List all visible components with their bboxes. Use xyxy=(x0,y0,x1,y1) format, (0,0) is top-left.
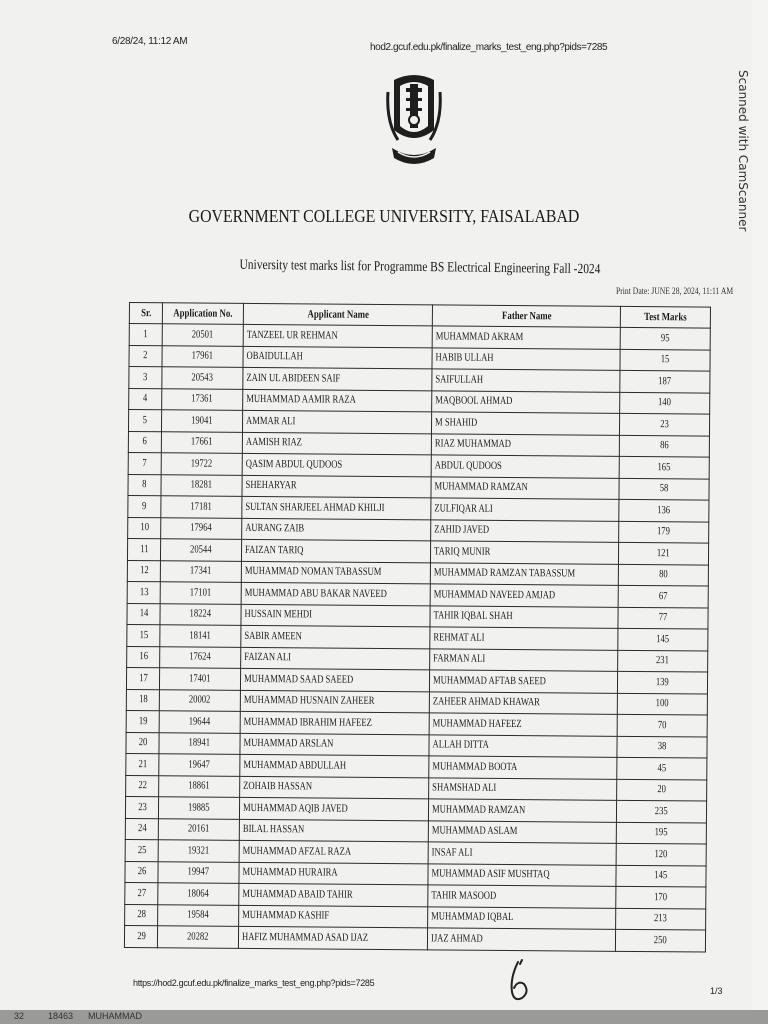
test-marks-cell: 145 xyxy=(616,865,706,887)
page-edge xyxy=(752,0,768,1010)
application-no-cell: 19584 xyxy=(158,904,239,926)
applicant-name-cell: MUHAMMAD ARSLAN xyxy=(240,733,429,756)
father-name-cell: MUHAMMAD RAMZAN TABASSUM xyxy=(431,562,619,585)
applicant-name-cell: SULTAN SHARJEEL AHMAD KHILJI xyxy=(242,496,431,519)
application-no-cell: 19722 xyxy=(161,453,242,475)
applicant-name-cell: HAFIZ MUHAMMAD ASAD IJAZ xyxy=(239,926,428,949)
application-no-cell: 18861 xyxy=(159,775,240,797)
test-marks-cell: 77 xyxy=(618,607,708,629)
applicant-name-cell: MUHAMMAD HUSNAIN ZAHEER xyxy=(240,690,429,713)
father-name-cell: MUHAMMAD IQBAL xyxy=(428,906,616,929)
list-title: University test marks list for Programme BS Electrical Engineering Fall -2024 xyxy=(239,257,601,278)
father-name-cell: INSAF ALI xyxy=(428,842,616,865)
sr-cell: 18 xyxy=(126,689,159,711)
test-marks-cell: 231 xyxy=(618,650,708,672)
application-no-cell: 19885 xyxy=(159,797,240,819)
applicant-name-cell: MUHAMMAD SAAD SAEED xyxy=(241,668,430,691)
sr-cell: 14 xyxy=(127,603,160,625)
print-header-datetime: 6/28/24, 11:12 AM xyxy=(112,36,188,47)
sr-cell: 6 xyxy=(128,431,161,453)
applicant-name-cell: QASIM ABDUL QUDOOS xyxy=(242,453,431,476)
test-marks-table xyxy=(124,302,711,952)
test-marks-cell: 58 xyxy=(619,478,709,500)
university-crest-icon xyxy=(386,72,442,172)
application-no-cell: 17661 xyxy=(161,431,242,453)
applicant-name-cell: MUHAMMAD ABAID TAHIR xyxy=(239,883,428,906)
application-no-cell: 20501 xyxy=(162,324,243,346)
applicant-name-cell: BILAL HASSAN xyxy=(239,819,428,842)
applicant-name-cell: MUHAMMAD ABU BAKAR NAVEED xyxy=(241,582,430,605)
applicant-name-cell: AAMISH RIAZ xyxy=(242,432,431,455)
sr-cell: 24 xyxy=(125,818,158,840)
father-name-cell: MUHAMMAD AFTAB SAEED xyxy=(430,670,618,693)
applicant-name-cell: FAIZAN ALI xyxy=(241,647,430,670)
applicant-name-cell: FAIZAN TARIQ xyxy=(242,539,431,562)
application-no-cell: 20544 xyxy=(161,539,242,561)
applicant-name-cell: AURANG ZAIB xyxy=(242,518,431,541)
father-name-cell: REHMAT ALI xyxy=(430,627,618,650)
application-no-cell: 18141 xyxy=(160,625,241,647)
test-marks-cell: 23 xyxy=(620,413,710,435)
next-page-sr: 32 xyxy=(14,1011,25,1021)
table-body xyxy=(124,324,710,952)
test-marks-cell: 235 xyxy=(617,800,707,822)
sr-cell: 5 xyxy=(128,410,161,432)
application-no-cell: 18064 xyxy=(158,883,239,905)
application-no-cell: 19644 xyxy=(159,711,240,733)
applicant-name-cell: MUHAMMAD HURAIRA xyxy=(239,862,428,885)
print-header-url: hod2.gcuf.edu.pk/finalize_marks_test_eng.php?pids=7285 xyxy=(370,42,608,53)
application-no-cell: 17961 xyxy=(162,345,243,367)
col-header-applicant-name: Applicant Name xyxy=(243,303,432,325)
application-no-cell: 17964 xyxy=(161,517,242,539)
sr-cell: 26 xyxy=(125,861,158,883)
applicant-name-cell: HUSSAIN MEHDI xyxy=(241,604,430,627)
col-header-father-name: Father Name xyxy=(433,305,621,327)
print-footer-url: https://hod2.gcuf.edu.pk/finalize_marks_test_eng.php?pids=7285 xyxy=(133,978,375,988)
application-no-cell: 17101 xyxy=(160,582,241,604)
father-name-cell: MUHAMMAD RAMZAN xyxy=(431,476,619,499)
application-no-cell: 18281 xyxy=(161,474,242,496)
applicant-name-cell: AMMAR ALI xyxy=(243,410,432,433)
test-marks-cell: 170 xyxy=(616,886,706,908)
test-marks-cell: 86 xyxy=(620,435,710,457)
col-header-application-no: Application No. xyxy=(162,303,243,325)
sr-cell: 11 xyxy=(127,538,160,560)
application-no-cell: 20161 xyxy=(158,818,239,840)
test-marks-cell: 15 xyxy=(620,349,710,371)
sr-cell: 10 xyxy=(128,517,161,539)
test-marks-cell: 187 xyxy=(620,370,710,392)
applicant-name-cell: MUHAMMAD AQIB JAVED xyxy=(240,797,429,820)
application-no-cell: 17341 xyxy=(160,560,241,582)
applicant-name-cell: MUHAMMAD NOMAN TABASSUM xyxy=(241,561,430,584)
applicant-name-cell: MUHAMMAD ABDULLAH xyxy=(240,754,429,777)
next-page-peek xyxy=(0,1010,768,1024)
sr-cell: 21 xyxy=(126,753,159,775)
test-marks-cell: 140 xyxy=(620,392,710,414)
father-name-cell: RIAZ MUHAMMAD xyxy=(432,433,620,456)
sr-cell: 4 xyxy=(129,388,162,410)
applicant-name-cell: SHEHARYAR xyxy=(242,475,431,498)
test-marks-cell: 95 xyxy=(621,327,711,349)
application-no-cell: 17181 xyxy=(161,496,242,518)
sr-cell: 3 xyxy=(129,367,162,389)
sr-cell: 29 xyxy=(124,925,157,947)
application-no-cell: 18941 xyxy=(159,732,240,754)
father-name-cell: ABDUL QUDOOS xyxy=(431,455,619,478)
sr-cell: 17 xyxy=(126,667,159,689)
application-no-cell: 19947 xyxy=(158,861,239,883)
father-name-cell: SAIFULLAH xyxy=(432,369,620,392)
test-marks-cell: 213 xyxy=(616,908,706,930)
test-marks-cell: 145 xyxy=(618,628,708,650)
sr-cell: 2 xyxy=(129,345,162,367)
father-name-cell: TAHIR IQBAL SHAH xyxy=(430,605,618,628)
application-no-cell: 17401 xyxy=(160,668,241,690)
test-marks-cell: 120 xyxy=(616,843,706,865)
sr-cell: 15 xyxy=(127,624,160,646)
test-marks-cell: 250 xyxy=(616,929,706,951)
application-no-cell: 20543 xyxy=(162,367,243,389)
application-no-cell: 20282 xyxy=(158,926,239,948)
sr-cell: 22 xyxy=(126,775,159,797)
university-title: GOVERNMENT COLLEGE UNIVERSITY, FAISALABAD xyxy=(188,206,580,226)
applicant-name-cell: MUHAMMAD AFZAL RAZA xyxy=(239,840,428,863)
sr-cell: 27 xyxy=(125,882,158,904)
test-marks-cell: 139 xyxy=(618,671,708,693)
father-name-cell: FARMAN ALI xyxy=(430,648,618,671)
application-no-cell: 17624 xyxy=(160,646,241,668)
father-name-cell: MAQBOOL AHMAD xyxy=(432,390,620,413)
father-name-cell: ZAHEER AHMAD KHAWAR xyxy=(430,691,618,714)
father-name-cell: IJAZ AHMAD xyxy=(428,928,616,951)
sr-cell: 1 xyxy=(129,324,162,346)
application-no-cell: 20002 xyxy=(159,689,240,711)
father-name-cell: M SHAHID xyxy=(432,412,620,435)
father-name-cell: MUHAMMAD AKRAM xyxy=(432,326,620,349)
father-name-cell: ZULFIQAR ALI xyxy=(431,498,619,521)
next-page-app-no: 18463 xyxy=(48,1011,74,1021)
signature-mark xyxy=(500,958,540,1006)
father-name-cell: MUHAMMAD HAFEEZ xyxy=(429,713,617,736)
father-name-cell: MUHAMMAD BOOTA xyxy=(429,756,617,779)
sr-cell: 12 xyxy=(127,560,160,582)
sr-cell: 13 xyxy=(127,581,160,603)
father-name-cell: HABIB ULLAH xyxy=(432,347,620,370)
applicant-name-cell: ZOHAIB HASSAN xyxy=(240,776,429,799)
sr-cell: 25 xyxy=(125,839,158,861)
sr-cell: 9 xyxy=(128,495,161,517)
applicant-name-cell: ZAIN UL ABIDEEN SAIF xyxy=(243,367,432,390)
test-marks-cell: 70 xyxy=(617,714,707,736)
test-marks-cell: 179 xyxy=(619,521,709,543)
test-marks-cell: 100 xyxy=(618,693,708,715)
test-marks-cell: 136 xyxy=(619,499,709,521)
father-name-cell: MUHAMMAD RAMZAN xyxy=(429,799,617,822)
applicant-name-cell: SABIR AMEEN xyxy=(241,625,430,648)
col-header-test-marks: Test Marks xyxy=(621,306,711,328)
test-marks-cell: 20 xyxy=(617,779,707,801)
sr-cell: 19 xyxy=(126,710,159,732)
applicant-name-cell: MUHAMMAD IBRAHIM HAFEEZ xyxy=(240,711,429,734)
sr-cell: 7 xyxy=(128,452,161,474)
test-marks-cell: 195 xyxy=(617,822,707,844)
application-no-cell: 17361 xyxy=(162,388,243,410)
test-marks-cell: 67 xyxy=(618,585,708,607)
test-marks-cell: 38 xyxy=(617,736,707,758)
col-header-sr: Sr. xyxy=(129,303,162,324)
sr-cell: 8 xyxy=(128,474,161,496)
test-marks-cell: 80 xyxy=(619,564,709,586)
page-number: 1/3 xyxy=(710,986,723,996)
test-marks-cell: 121 xyxy=(619,542,709,564)
application-no-cell: 19321 xyxy=(158,840,239,862)
application-no-cell: 19647 xyxy=(159,754,240,776)
print-date: Print Date: JUNE 28, 2024, 11:11 AM xyxy=(616,286,734,296)
father-name-cell: ALLAH DITTA xyxy=(429,734,617,757)
father-name-cell: ZAHID JAVED xyxy=(431,519,619,542)
test-marks-cell: 45 xyxy=(617,757,707,779)
next-page-name: MUHAMMAD xyxy=(88,1011,142,1021)
father-name-cell: TARIQ MUNIR xyxy=(431,541,619,564)
father-name-cell: MUHAMMAD ASIF MUSHTAQ xyxy=(428,863,616,886)
application-no-cell: 19041 xyxy=(162,410,243,432)
father-name-cell: MUHAMMAD ASLAM xyxy=(429,820,617,843)
sr-cell: 20 xyxy=(126,732,159,754)
applicant-name-cell: MUHAMMAD AAMIR RAZA xyxy=(243,389,432,412)
father-name-cell: SHAMSHAD ALI xyxy=(429,777,617,800)
sr-cell: 23 xyxy=(125,796,158,818)
father-name-cell: TAHIR MASOOD xyxy=(428,885,616,908)
table-row xyxy=(124,925,705,951)
father-name-cell: MUHAMMAD NAVEED AMJAD xyxy=(430,584,618,607)
application-no-cell: 18224 xyxy=(160,603,241,625)
applicant-name-cell: MUHAMMAD KASHIF xyxy=(239,905,428,928)
sr-cell: 28 xyxy=(125,904,158,926)
sr-cell: 16 xyxy=(127,646,160,668)
applicant-name-cell: OBAIDULLAH xyxy=(243,346,432,369)
scanner-watermark: Scanned with CamScanner xyxy=(736,70,750,232)
applicant-name-cell: TANZEEL UR REHMAN xyxy=(243,324,432,347)
test-marks-cell: 165 xyxy=(620,456,710,478)
